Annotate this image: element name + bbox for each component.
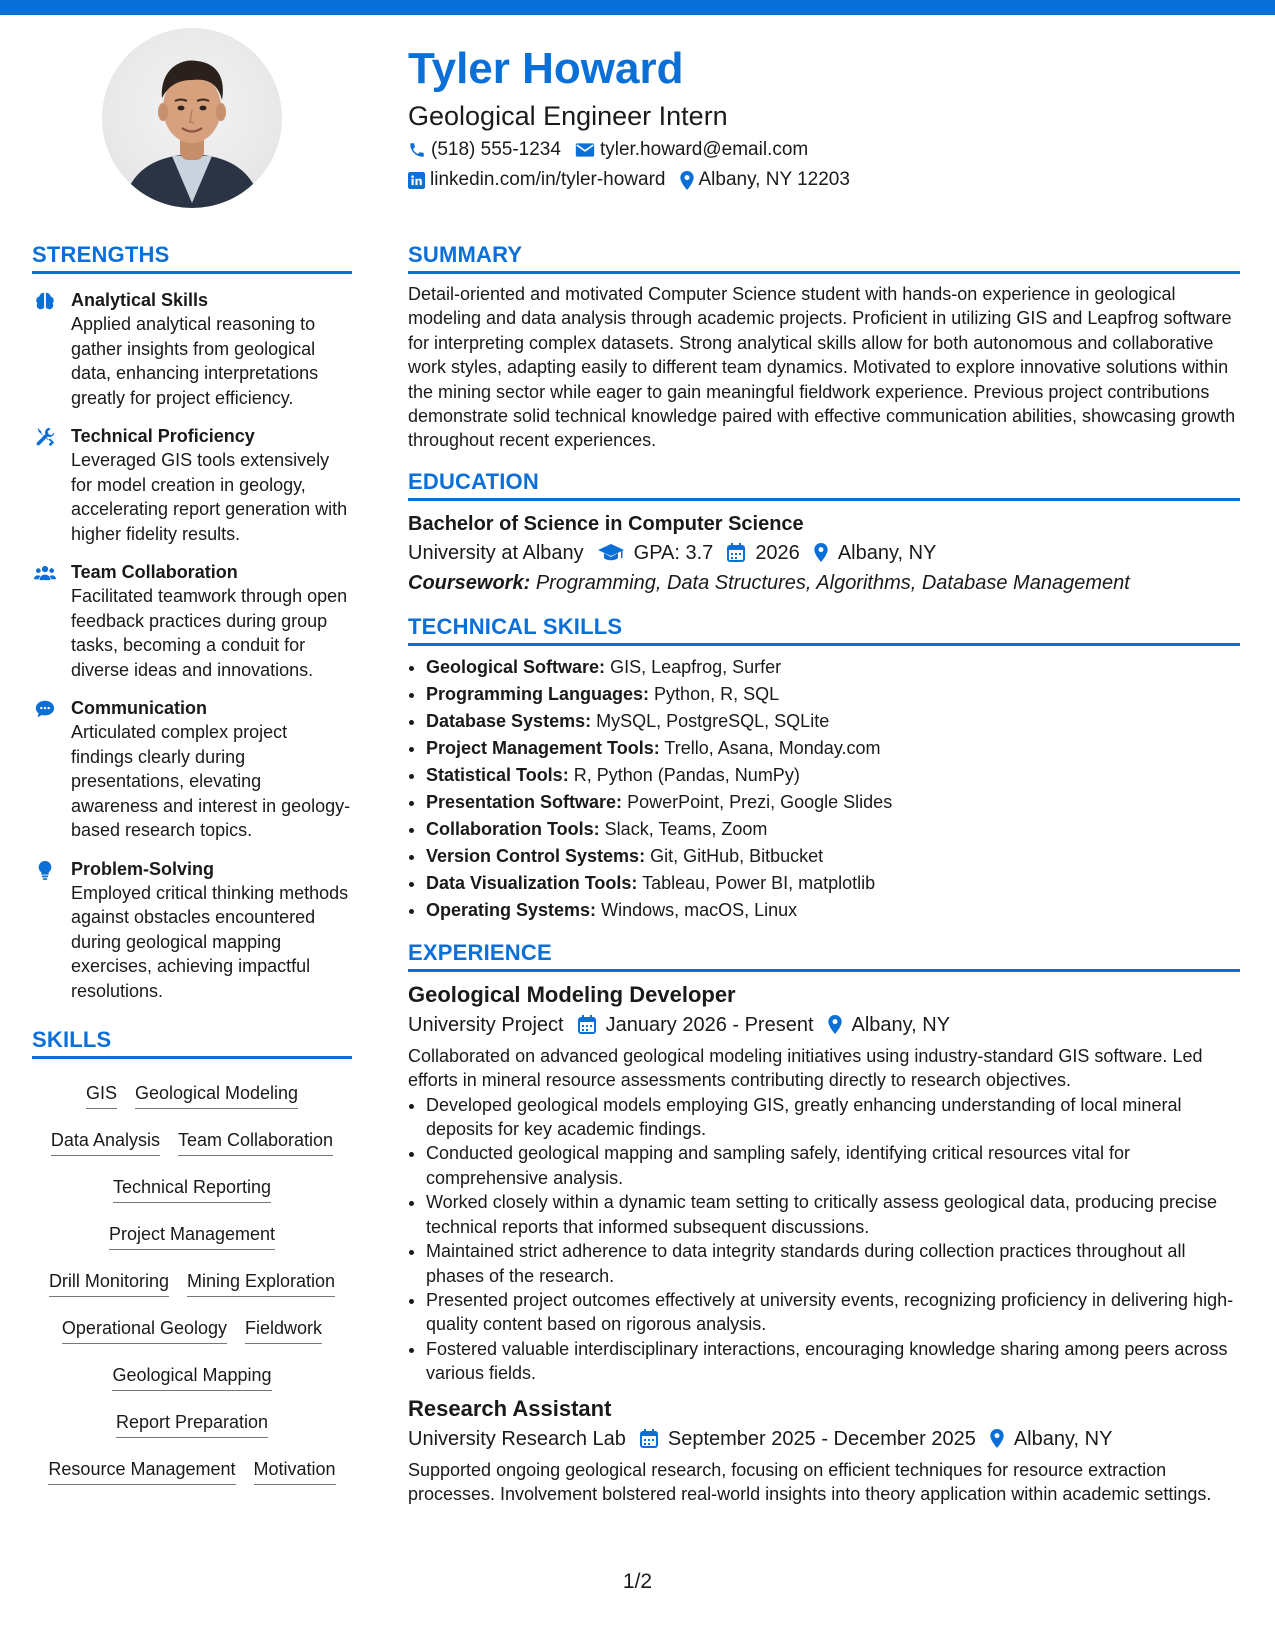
right-column (408, 242, 1240, 1506)
list-item (426, 708, 1240, 735)
strength-item (32, 560, 352, 682)
contact-phone (408, 136, 561, 164)
list-item: • Presented project outcomes effectively at university events, recognizing proficiency in delivering high-quality content based on rigorous analysis. (426, 1288, 1240, 1337)
job-description: Collaborated on advanced geological modeling initiatives using industry-standard GIS software. Led efforts in mineral resource assessments contributing directly to research objectives. (408, 1045, 1203, 1091)
gpa (598, 538, 714, 568)
skill-tag: Geological Mapping (112, 1363, 271, 1391)
top-accent-bar (0, 0, 1275, 15)
tech-label: Geological Software: (426, 656, 606, 677)
users-icon (34, 562, 56, 584)
graduation-year (727, 538, 800, 568)
skill-tag: Fieldwork (245, 1316, 322, 1344)
email-text: tyler.howard@email.com (599, 139, 809, 160)
strengths-heading: STRENGTHS (32, 242, 352, 274)
contact-line-1 (408, 136, 1238, 164)
job-meta (408, 1424, 1240, 1454)
job-location (828, 1010, 951, 1040)
profile-photo (102, 28, 282, 208)
map-pin-icon (990, 1429, 1004, 1448)
contact-linkedin (408, 166, 666, 194)
job-meta (408, 1010, 1240, 1040)
tech-value: PowerPoint, Prezi, Google Slides (627, 791, 893, 812)
list-item (426, 681, 1240, 708)
technical-skills-section (408, 614, 1240, 924)
skill-tag: GIS (86, 1081, 117, 1109)
education-section (408, 469, 1240, 598)
job-dates (640, 1424, 976, 1454)
skill-tag: Report Preparation (116, 1410, 268, 1438)
technical-skills-heading: TECHNICAL SKILLS (408, 614, 1240, 646)
map-pin-icon (680, 171, 694, 190)
job-bullets (408, 1093, 1240, 1386)
brain-icon (34, 290, 56, 312)
job-title: Research Assistant (408, 1395, 612, 1421)
linkedin-icon (408, 172, 425, 189)
page-number: 1/2 (622, 1570, 653, 1593)
strength-title: Analytical Skills (71, 290, 209, 310)
location-text: Albany, NY 12203 (698, 169, 850, 190)
strength-desc: Leveraged GIS tools extensively for model creation in geology, accelerating report generation with higher fidelity results. (71, 450, 348, 544)
strength-title: Problem-Solving (71, 858, 215, 879)
skills-heading: SKILLS (32, 1027, 352, 1059)
strength-desc: Articulated complex project findings clearly during presentations, elevating awareness and interest in geology-based research topics. (71, 722, 351, 840)
list-item (426, 789, 1240, 816)
coursework-text: Programming, Data Structures, Algorithms, Database Management (535, 571, 1130, 594)
strength-title: Team Collaboration (71, 562, 238, 582)
chat-icon (34, 698, 56, 720)
strength-title: Communication (71, 698, 208, 718)
skill-tag: Resource Management (48, 1457, 235, 1485)
skill-tag: Operational Geology (62, 1316, 227, 1344)
tech-value: Git, GitHub, Bitbucket (650, 845, 824, 866)
skill-tag: Motivation (254, 1457, 336, 1485)
list-item (426, 870, 1240, 897)
dates-text: September 2025 - December 2025 (667, 1427, 976, 1450)
summary-text: Detail-oriented and motivated Computer Science student with hands-on experience in geological modeling and data analysis through academic projects. Proficient in utilizing GIS and Leapfrog software for interpreting complex datasets. Strong analytical skills allow for both autonomous and collaborative work styles, adapting easily to different team dynamics. Motivated to explore innovative solutions within the mining sector while eager to gain meaningful fieldwork experience. Previous project contributions demonstrate solid technical knowledge paired with effective communication abilities, showcasing growth throughout recent experiences. (408, 284, 1236, 451)
skill-tag: Geological Modeling (135, 1081, 298, 1109)
tech-label: Database Systems: (426, 710, 592, 731)
graduation-cap-icon (598, 544, 624, 562)
location-text: Albany, NY (1013, 1427, 1113, 1450)
location-text: Albany, NY (837, 541, 937, 564)
list-item: • Maintained strict adherence to data integrity standards during collection practices throughout all phases of the research. (426, 1239, 1240, 1288)
list-item: • Conducted geological mapping and sampling safely, identifying critical resources vital for comprehensive analysis. (426, 1141, 1240, 1190)
dates-text: January 2026 - Present (605, 1013, 814, 1036)
technical-skills-list (408, 654, 1240, 924)
tech-label: Operating Systems: (426, 899, 597, 920)
strength-title: Technical Proficiency (71, 426, 255, 446)
school (408, 538, 584, 568)
strength-desc: Facilitated teamwork through open feedback practices during group tasks, becoming a conduit for diverse ideas and innovations. (71, 586, 348, 680)
skill-tag: Drill Monitoring (49, 1269, 169, 1297)
job-entry (408, 1394, 1240, 1507)
strength-item (32, 424, 352, 546)
calendar-icon (578, 1015, 596, 1034)
tech-value: MySQL, PostgreSQL, SQLite (596, 710, 830, 731)
education-location (814, 538, 937, 568)
tech-label: Presentation Software: (426, 791, 623, 812)
list-item (426, 654, 1240, 681)
list-item (426, 735, 1240, 762)
education-heading: EDUCATION (408, 469, 1240, 501)
list-item: • Fostered valuable interdisciplinary interactions, encouraging knowledge sharing among peers across various fields. (426, 1337, 1240, 1386)
phone-text: (518) 555-1234 (431, 139, 561, 160)
education-meta (408, 538, 1240, 568)
tech-value: Slack, Teams, Zoom (604, 818, 768, 839)
tech-label: Statistical Tools: (426, 764, 569, 785)
experience-heading: EXPERIENCE (408, 940, 1240, 972)
job-dates (578, 1010, 814, 1040)
strength-desc: Employed critical thinking methods against obstacles encountered during geological mapping exercises, achieving impactful resolutions. (71, 882, 349, 1001)
location-text: Albany, NY (851, 1013, 951, 1036)
list-item: • Worked closely within a dynamic team setting to critically assess geological data, producing precise technical reports that informed subsequent discussions. (426, 1190, 1240, 1239)
tools-icon (34, 426, 56, 448)
skill-tag: Technical Reporting (113, 1175, 271, 1203)
tech-value: Trello, Asana, Monday.com (664, 737, 881, 758)
contact-location (680, 166, 850, 194)
candidate-name: Tyler Howard (408, 44, 684, 93)
calendar-icon (727, 543, 745, 562)
list-item (426, 816, 1240, 843)
list-item (426, 897, 1240, 924)
coursework-label: Coursework: (408, 571, 531, 594)
left-column (32, 242, 352, 1494)
tech-value: Windows, macOS, Linux (601, 899, 798, 920)
tech-value: Python, R, SQL (654, 683, 780, 704)
linkedin-text: linkedin.com/in/tyler-howard (430, 169, 666, 190)
strength-desc: Applied analytical reasoning to gather insights from geological data, enhancing interpretations greatly for project efficiency. (71, 314, 319, 408)
coursework (408, 568, 1240, 598)
skills-list (32, 1071, 352, 1494)
contact-email (575, 136, 808, 164)
tech-value: GIS, Leapfrog, Surfer (610, 656, 782, 677)
map-pin-icon (814, 543, 828, 562)
job-entry (408, 980, 1240, 1386)
job-location (990, 1424, 1113, 1454)
skill-tag: Data Analysis (51, 1128, 160, 1156)
list-item: • Developed geological models employing GIS, greatly enhancing understanding of local mineral deposits for key academic findings. (426, 1093, 1240, 1142)
phone-icon (408, 141, 426, 159)
tech-value: Tableau, Power BI, matplotlib (642, 872, 876, 893)
strength-item (32, 857, 352, 1004)
list-item (426, 762, 1240, 789)
org-text: University Project (408, 1013, 564, 1036)
tech-label: Version Control Systems: (426, 845, 646, 866)
list-item (426, 843, 1240, 870)
tech-label: Collaboration Tools: (426, 818, 600, 839)
strength-item (32, 696, 352, 843)
tech-label: Project Management Tools: (426, 737, 660, 758)
skill-tag: Team Collaboration (178, 1128, 333, 1156)
calendar-icon (640, 1429, 658, 1448)
job-org (408, 1424, 626, 1454)
gpa-text: GPA: 3.7 (633, 541, 714, 564)
envelope-icon (575, 142, 595, 158)
degree: Bachelor of Science in Computer Science (408, 512, 804, 535)
map-pin-icon (828, 1015, 842, 1034)
strength-item (32, 288, 352, 410)
job-org (408, 1010, 564, 1040)
job-description: Supported ongoing geological research, focusing on efficient techniques for resource extraction processes. Involvement bolstered real-world insights into theory application within academic settings. (408, 1459, 1212, 1504)
contact-line-2 (408, 166, 1238, 194)
school-name: University at Albany (408, 541, 584, 564)
lightbulb-icon (34, 859, 56, 881)
job-title: Geological Modeling Developer (408, 981, 736, 1007)
experience-section (408, 940, 1240, 1507)
skill-tag: Project Management (109, 1222, 275, 1250)
resume-header (408, 40, 1238, 194)
tech-value: R, Python (Pandas, NumPy) (573, 764, 800, 785)
candidate-role: Geological Engineer Intern (408, 101, 728, 131)
skill-tag: Mining Exploration (187, 1269, 335, 1297)
org-text: University Research Lab (408, 1427, 626, 1450)
summary-heading: SUMMARY (408, 242, 1240, 274)
year-text: 2026 (755, 541, 800, 564)
tech-label: Data Visualization Tools: (426, 872, 638, 893)
tech-label: Programming Languages: (426, 683, 650, 704)
